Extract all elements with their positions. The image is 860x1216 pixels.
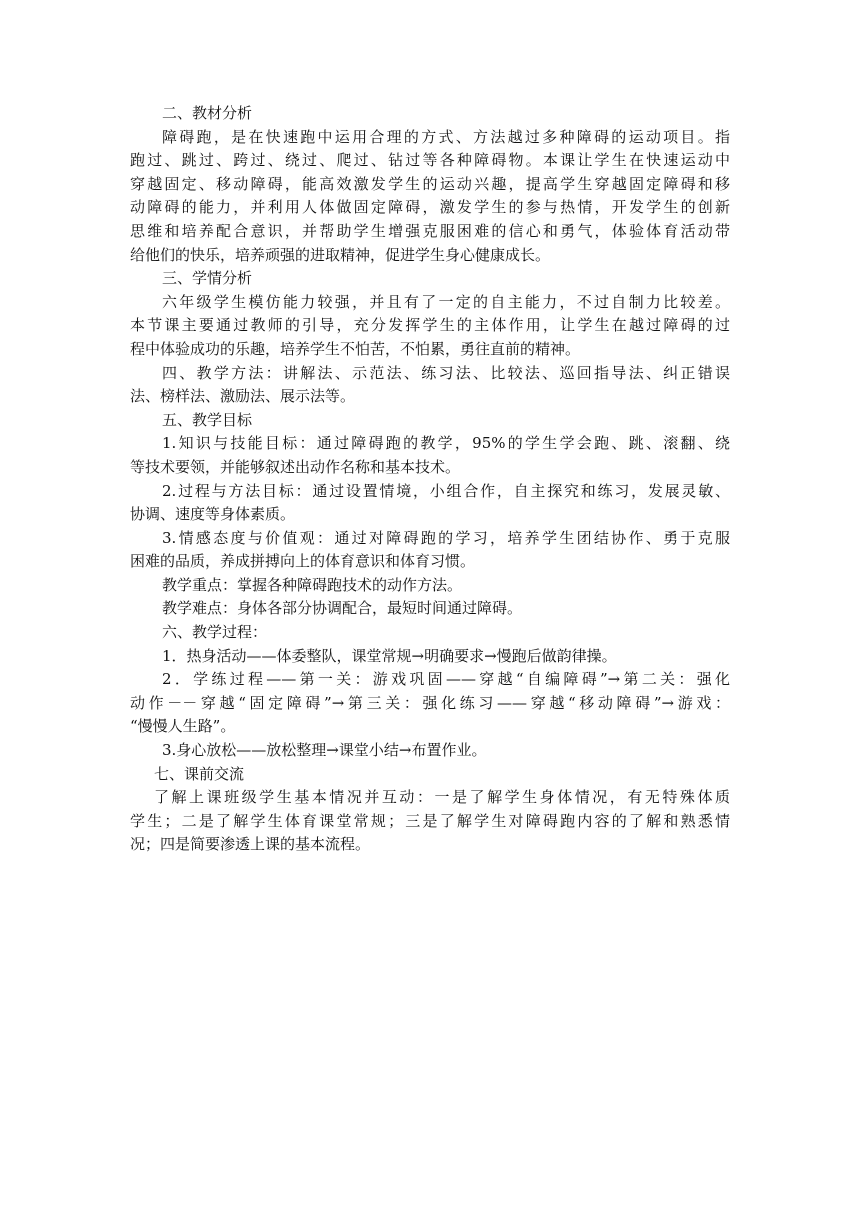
text-line: 2．学练过程——第一关：游戏巩固——穿越“自编障碍”→第二关：强化 bbox=[162, 670, 730, 689]
text-line: 给他们的快乐，培养顽强的进取精神，促进学生身心健康成长。 bbox=[130, 245, 551, 264]
text-line: 动障碍的能力，并利用人体做固定障碍，激发学生的参与热情，开发学生的创新 bbox=[130, 198, 730, 217]
text-line: 学生；二是了解学生体育课堂常规；三是了解学生对障碍跑内容的了解和熟悉情 bbox=[130, 811, 730, 830]
text-line: 协调、速度等身体素质。 bbox=[130, 505, 296, 524]
text-line: 1.知识与技能目标：通过障碍跑的教学，95%的学生学会跑、跳、滚翻、绕 bbox=[162, 434, 730, 453]
text-line: “慢慢人生路”。 bbox=[130, 717, 236, 736]
text-line: 障碍跑，是在快速跑中运用合理的方式、方法越过多种障碍的运动项目。指 bbox=[162, 127, 730, 146]
text-line: 教学难点：身体各部分协调配合，最短时间通过障碍。 bbox=[162, 599, 523, 618]
text-line: 法、榜样法、激励法、展示法等。 bbox=[130, 387, 356, 406]
text-line: 程中体验成功的乐趣，培养学生不怕苦，不怕累，勇往直前的精神。 bbox=[130, 339, 581, 358]
text-line: 教学重点：掌握各种障碍跑技术的动作方法。 bbox=[162, 575, 463, 594]
text-line: 四、教学方法：讲解法、示范法、练习法、比较法、巡回指导法、纠正错误 bbox=[162, 363, 730, 382]
text-line: 了解上课班级学生基本情况并互动：一是了解学生身体情况，有无特殊体质 bbox=[154, 788, 730, 807]
text-line: 五、教学目标 bbox=[162, 410, 253, 429]
text-line: 3.身心放松——放松整理→课堂小结→布置作业。 bbox=[162, 741, 487, 760]
text-line: 跑过、跳过、跨过、绕过、爬过、钻过等各种障碍物。本课让学生在快速运动中 bbox=[130, 151, 730, 170]
text-line: 3.情感态度与价值观：通过对障碍跑的学习，培养学生团结协作、勇于克服 bbox=[162, 528, 730, 547]
text-line: 2.过程与方法目标：通过设置情境，小组合作，自主探究和练习，发展灵敏、 bbox=[162, 481, 730, 500]
text-line: 1．热身活动——体委整队，课堂常规→明确要求→慢跑后做韵律操。 bbox=[162, 646, 617, 665]
text-line: 思维和培养配合意识，并帮助学生增强克服困难的信心和勇气，体验体育活动带 bbox=[130, 221, 730, 240]
text-line: 况；四是简要渗透上课的基本流程。 bbox=[130, 835, 371, 854]
text-line: 六年级学生模仿能力较强，并且有了一定的自主能力，不过自制力比较差。 bbox=[162, 292, 730, 311]
text-line: 穿越固定、移动障碍，能高效激发学生的运动兴趣，提高学生穿越固定障碍和移 bbox=[130, 174, 730, 193]
text-line: 本节课主要通过教师的引导，充分发挥学生的主体作用，让学生在越过障碍的过 bbox=[130, 316, 730, 335]
document-body bbox=[130, 102, 730, 857]
text-line: 困难的品质，养成拼搏向上的体育意识和体育习惯。 bbox=[130, 552, 476, 571]
text-line: 动作－－穿越“固定障碍”→第三关：强化练习——穿越“移动障碍”→游戏： bbox=[130, 693, 730, 712]
text-line: 七、课前交流 bbox=[154, 764, 245, 783]
text-line: 三、学情分析 bbox=[162, 269, 253, 288]
text-line: 二、教材分析 bbox=[162, 104, 253, 122]
text-line: 六、教学过程： bbox=[162, 623, 268, 642]
text-line: 等技术要领，并能够叙述出动作名称和基本技术。 bbox=[130, 457, 461, 476]
